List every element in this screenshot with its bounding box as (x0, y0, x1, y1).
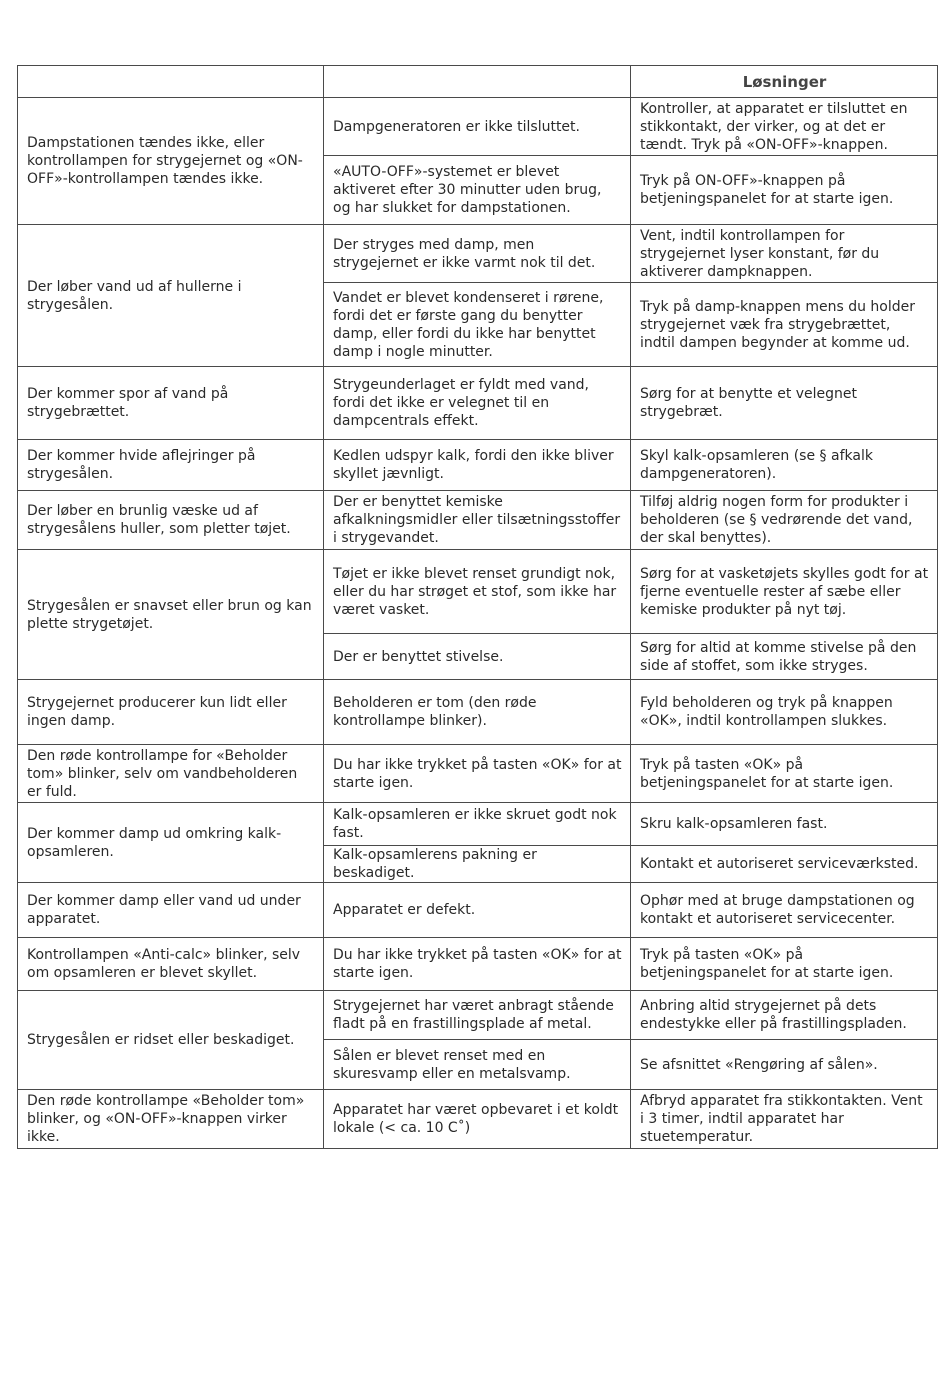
table-header-row (18, 66, 938, 98)
table-row (18, 1090, 938, 1149)
cause-cell: Du har ikke trykket på tasten «OK» for at starte igen. (324, 745, 631, 803)
problem-cell: Der kommer damp ud omkring kalk-opsamleren. (18, 803, 324, 883)
solution-cell: Tryk på damp-knappen mens du holder strygejernet væk fra strygebrættet, indtil dampen begynder at komme ud. (631, 283, 938, 367)
solution-cell: Ophør med at bruge dampstationen og kontakt et autoriseret servicecenter. (631, 883, 938, 938)
solution-cell: Tilføj aldrig nogen form for produkter i beholderen (se § vedrørende det vand, der skal benyttes). (631, 491, 938, 550)
cause-cell: Kalk-opsamleren er ikke skruet godt nok fast. (324, 803, 631, 846)
cause-cell: Strygejernet har været anbragt stående fladt på en frastillingsplade af metal. (324, 991, 631, 1040)
problem-cell: Kontrollampen «Anti-calc» blinker, selv om opsamleren er blevet skyllet. (18, 938, 324, 991)
problem-cell: Der løber vand ud af hullerne i strygesålen. (18, 225, 324, 367)
table-row (18, 680, 938, 745)
problem-cell: Strygejernet producerer kun lidt eller ingen damp. (18, 680, 324, 745)
solution-cell: Tryk på ON-OFF»-knappen på betjeningspanelet for at starte igen. (631, 156, 938, 225)
solution-cell: Kontroller, at apparatet er tilsluttet en stikkontakt, der virker, og at det er tændt. Tryk på «ON-OFF»-knappen. (631, 98, 938, 156)
problem-cell: Dampstationen tændes ikke, eller kontrollampen for strygejernet og «ON-OFF»-kontrollampen tændes ikke. (18, 98, 324, 225)
table-row (18, 491, 938, 550)
cause-cell: «AUTO-OFF»-systemet er blevet aktiveret efter 30 minutter uden brug, og har slukket for dampstationen. (324, 156, 631, 225)
problem-cell: Strygesålen er snavset eller brun og kan plette strygetøjet. (18, 550, 324, 680)
solution-cell: Fyld beholderen og tryk på knappen «OK», indtil kontrollampen slukkes. (631, 680, 938, 745)
cause-cell: Tøjet er ikke blevet renset grundigt nok, eller du har strøget et stof, som ikke har været vasket. (324, 550, 631, 634)
cause-cell: Du har ikke trykket på tasten «OK» for at starte igen. (324, 938, 631, 991)
cause-cell: Apparatet er defekt. (324, 883, 631, 938)
table-row (18, 938, 938, 991)
table-row (18, 550, 938, 634)
table-row (18, 225, 938, 283)
table-row (18, 98, 938, 156)
table-row (18, 991, 938, 1040)
problem-cell: Strygesålen er ridset eller beskadiget. (18, 991, 324, 1090)
problem-cell: Der kommer hvide aflejringer på strygesålen. (18, 440, 324, 491)
table-row (18, 883, 938, 938)
table-body (18, 98, 938, 1149)
solution-cell: Skyl kalk-opsamleren (se § afkalk dampgeneratoren). (631, 440, 938, 491)
solution-cell: Vent, indtil kontrollampen for strygejernet lyser konstant, før du aktiverer dampknappen. (631, 225, 938, 283)
header-problem (18, 66, 324, 98)
cause-cell: Kedlen udspyr kalk, fordi den ikke bliver skyllet jævnligt. (324, 440, 631, 491)
cause-cell: Kalk-opsamlerens pakning er beskadiget. (324, 846, 631, 883)
solution-cell: Tryk på tasten «OK» på betjeningspanelet for at starte igen. (631, 938, 938, 991)
solution-cell: Anbring altid strygejernet på dets endestykke eller på frastillingspladen. (631, 991, 938, 1040)
cause-cell: Der er benyttet stivelse. (324, 634, 631, 680)
cause-cell: Beholderen er tom (den røde kontrollampe blinker). (324, 680, 631, 745)
problem-cell: Der kommer damp eller vand ud under apparatet. (18, 883, 324, 938)
solution-cell: Sørg for at benytte et velegnet strygebræt. (631, 367, 938, 440)
problem-cell: Den røde kontrollampe for «Beholder tom» blinker, selv om vandbeholderen er fuld. (18, 745, 324, 803)
troubleshooting-table (17, 65, 938, 1149)
problem-cell: Der løber en brunlig væske ud af strygesålens huller, som pletter tøjet. (18, 491, 324, 550)
solution-cell: Tryk på tasten «OK» på betjeningspanelet for at starte igen. (631, 745, 938, 803)
cause-cell: Der er benyttet kemiske afkalkningsmidler eller tilsætningsstoffer i strygevandet. (324, 491, 631, 550)
table-row (18, 440, 938, 491)
problem-cell: Den røde kontrollampe «Beholder tom» blinker, og «ON-OFF»-knappen virker ikke. (18, 1090, 324, 1149)
solution-cell: Skru kalk-opsamleren fast. (631, 803, 938, 846)
header-solution: Løsninger (631, 66, 938, 98)
table-row (18, 745, 938, 803)
cause-cell: Dampgeneratoren er ikke tilsluttet. (324, 98, 631, 156)
solution-cell: Sørg for at vasketøjets skylles godt for at fjerne eventuelle rester af sæbe eller kemiske produkter på nyt tøj. (631, 550, 938, 634)
cause-cell: Vandet er blevet kondenseret i rørene, fordi det er første gang du benytter damp, eller fordi du ikke har benyttet damp i nogle minutter. (324, 283, 631, 367)
cause-cell: Apparatet har været opbevaret i et koldt lokale (< ca. 10 C˚) (324, 1090, 631, 1149)
cause-cell: Der stryges med damp, men strygejernet er ikke varmt nok til det. (324, 225, 631, 283)
solution-cell: Kontakt et autoriseret serviceværksted. (631, 846, 938, 883)
table-row (18, 803, 938, 846)
cause-cell: Sålen er blevet renset med en skuresvamp eller en metalsvamp. (324, 1040, 631, 1090)
solution-cell: Afbryd apparatet fra stikkontakten. Vent i 3 timer, indtil apparatet har stuetemperatur. (631, 1090, 938, 1149)
problem-cell: Der kommer spor af vand på strygebrættet. (18, 367, 324, 440)
header-cause (324, 66, 631, 98)
table-row (18, 367, 938, 440)
solution-cell: Sørg for altid at komme stivelse på den side af stoffet, som ikke stryges. (631, 634, 938, 680)
solution-cell: Se afsnittet «Rengøring af sålen». (631, 1040, 938, 1090)
cause-cell: Strygeunderlaget er fyldt med vand, fordi det ikke er velegnet til en dampcentrals effekt. (324, 367, 631, 440)
